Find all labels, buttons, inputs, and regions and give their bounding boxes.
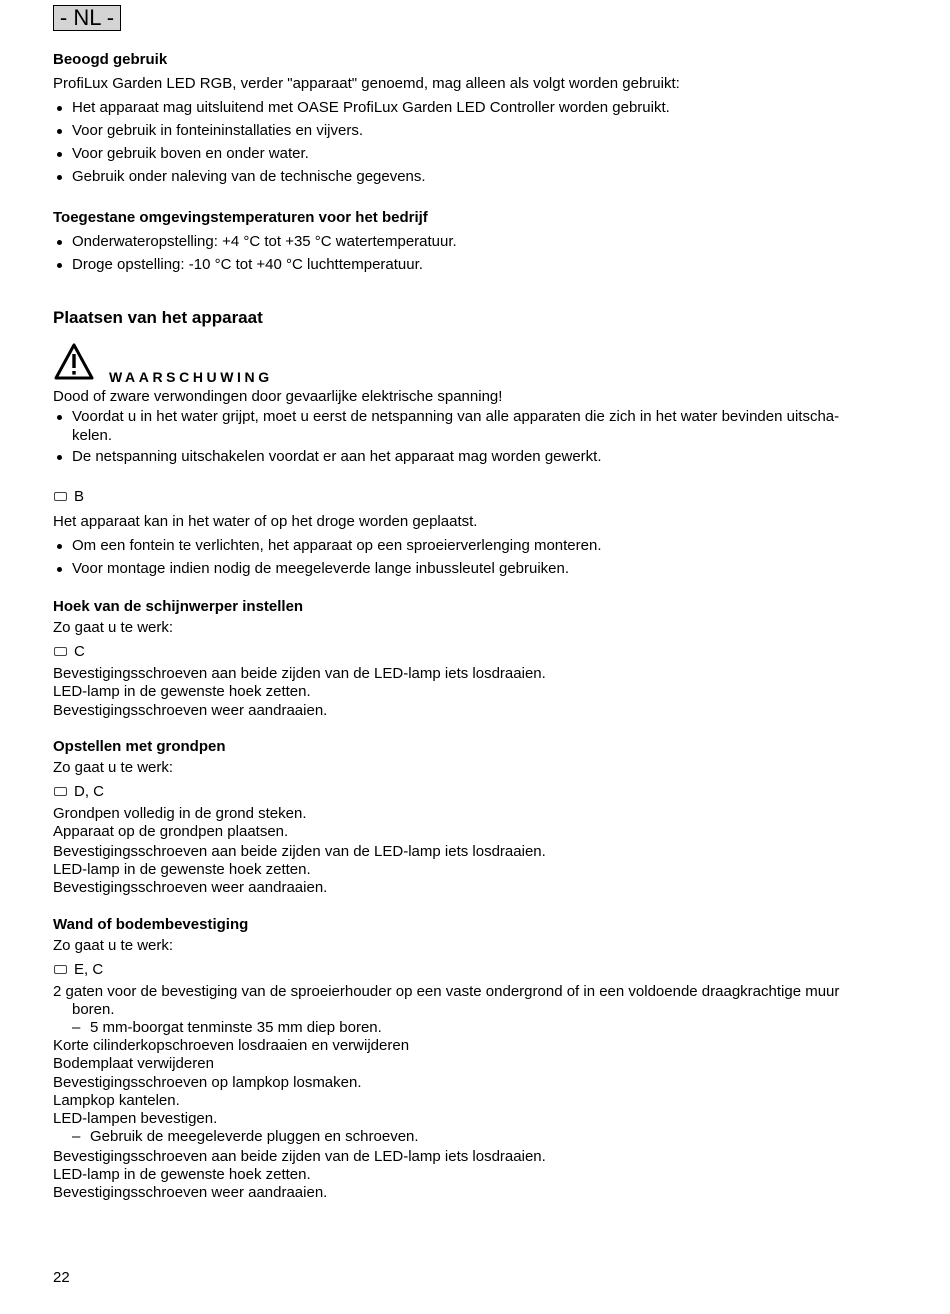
list-item: Voor gebruik in fonteininstallaties en vijvers. (72, 122, 363, 139)
bullet (57, 567, 62, 572)
sub-step: 5 mm-boorgat tenminste 35 mm diep boren. (90, 1019, 382, 1036)
bullet (57, 415, 62, 420)
step: LED-lampen bevestigen. (53, 1110, 218, 1127)
page-number: 22 (53, 1269, 70, 1286)
figure-reference-icon (54, 647, 67, 656)
step: Bevestigingsschroeven weer aandraaien. (53, 1184, 328, 1201)
ground-spike-intro: Zo gaat u te werk: (53, 759, 174, 776)
wall-mount-intro: Zo gaat u te werk: (53, 937, 174, 954)
warning-triangle-icon (53, 342, 95, 382)
list-item: Het apparaat mag uitsluitend met OASE ProfiLux Garden LED Controller worden gebruikt. (72, 99, 670, 116)
step: Grondpen volledig in de grond steken. (53, 805, 307, 822)
bullet (57, 152, 62, 157)
bullet (57, 263, 62, 268)
step: Bevestigingsschroeven aan beide zijden van de LED-lamp iets losdraaien. (53, 665, 546, 682)
step: Korte cilinderkopschroeven losdraaien en verwijderen (53, 1037, 410, 1054)
list-item: Voor gebruik boven en onder water. (72, 145, 309, 162)
placing-text: Het apparaat kan in het water of op het droge worden geplaatst. (53, 513, 478, 530)
step: Lampkop kantelen. (53, 1092, 180, 1109)
figure-reference-icon (54, 965, 67, 974)
step-continued: boren. (72, 1001, 115, 1018)
step: Apparaat op de grondpen plaatsen. (53, 823, 289, 840)
list-item: Gebruik onder naleving van de technische gegevens. (72, 168, 426, 185)
sub-step: Gebruik de meegeleverde pluggen en schroeven. (90, 1128, 419, 1145)
bullet (57, 544, 62, 549)
sub-dash: – (72, 1128, 81, 1145)
warning-word: WAARSCHUWING (109, 369, 273, 385)
step: Bodemplaat verwijderen (53, 1055, 214, 1072)
step: Bevestigingsschroeven weer aandraaien. (53, 879, 328, 896)
heading-wall-mount: Wand of bodembevestiging (53, 916, 249, 933)
step: Bevestigingsschroeven aan beide zijden van de LED-lamp iets losdraaien. (53, 1148, 546, 1165)
step: LED-lamp in de gewenste hoek zetten. (53, 1166, 311, 1183)
list-item: Om een fontein te verlichten, het apparaat op een sproeierverlenging monteren. (72, 537, 602, 554)
language-label: - NL - (59, 5, 115, 30)
figure-reference: D, C (74, 783, 104, 800)
bullet (57, 240, 62, 245)
warning-item: Voordat u in het water grijpt, moet u eerst de netspanning van alle apparaten die zich in het water bevinden uitscha- (72, 408, 840, 425)
intended-use-intro: ProfiLux Garden LED RGB, verder "apparaat" genoemd, mag alleen als volgt worden gebruikt: (53, 75, 680, 92)
figure-reference: B (74, 488, 85, 505)
step: LED-lamp in de gewenste hoek zetten. (53, 683, 311, 700)
list-item: Voor montage indien nodig de meegeleverde lange inbussleutel gebruiken. (72, 560, 570, 577)
step: Bevestigingsschroeven weer aandraaien. (53, 702, 328, 719)
bullet (57, 106, 62, 111)
heading-intended-use: Beoogd gebruik (53, 51, 168, 68)
list-item: Onderwateropstelling: +4 °C tot +35 °C watertemperatuur. (72, 233, 457, 250)
bullet (57, 455, 62, 460)
bullet (57, 175, 62, 180)
heading-temperatures: Toegestane omgevingstemperaturen voor het bedrijf (53, 209, 428, 226)
figure-reference-icon (54, 492, 67, 501)
step: LED-lamp in de gewenste hoek zetten. (53, 861, 311, 878)
warning-item-continued: kelen. (72, 427, 113, 444)
step: Bevestigingsschroeven op lampkop losmaken. (53, 1074, 362, 1091)
figure-reference: E, C (74, 961, 104, 978)
language-tag (53, 5, 121, 31)
list-item: Droge opstelling: -10 °C tot +40 °C luchttemperatuur. (72, 256, 423, 273)
figure-reference: C (74, 643, 85, 660)
heading-angle: Hoek van de schijnwerper instellen (53, 598, 304, 615)
warning-text: Dood of zware verwondingen door gevaarlijke elektrische spanning! (53, 388, 503, 405)
heading-placing: Plaatsen van het apparaat (53, 308, 263, 327)
bullet (57, 129, 62, 134)
warning-item: De netspanning uitschakelen voordat er aan het apparaat mag worden gewerkt. (72, 448, 602, 465)
step: 2 gaten voor de bevestiging van de sproeierhouder op een vaste ondergrond of in een voldoende draagkrachtige muur (53, 983, 840, 1000)
sub-dash: – (72, 1019, 81, 1036)
step: Bevestigingsschroeven aan beide zijden van de LED-lamp iets losdraaien. (53, 843, 546, 860)
angle-intro: Zo gaat u te werk: (53, 619, 174, 636)
figure-reference-icon (54, 787, 67, 796)
heading-ground-spike: Opstellen met grondpen (53, 738, 226, 755)
